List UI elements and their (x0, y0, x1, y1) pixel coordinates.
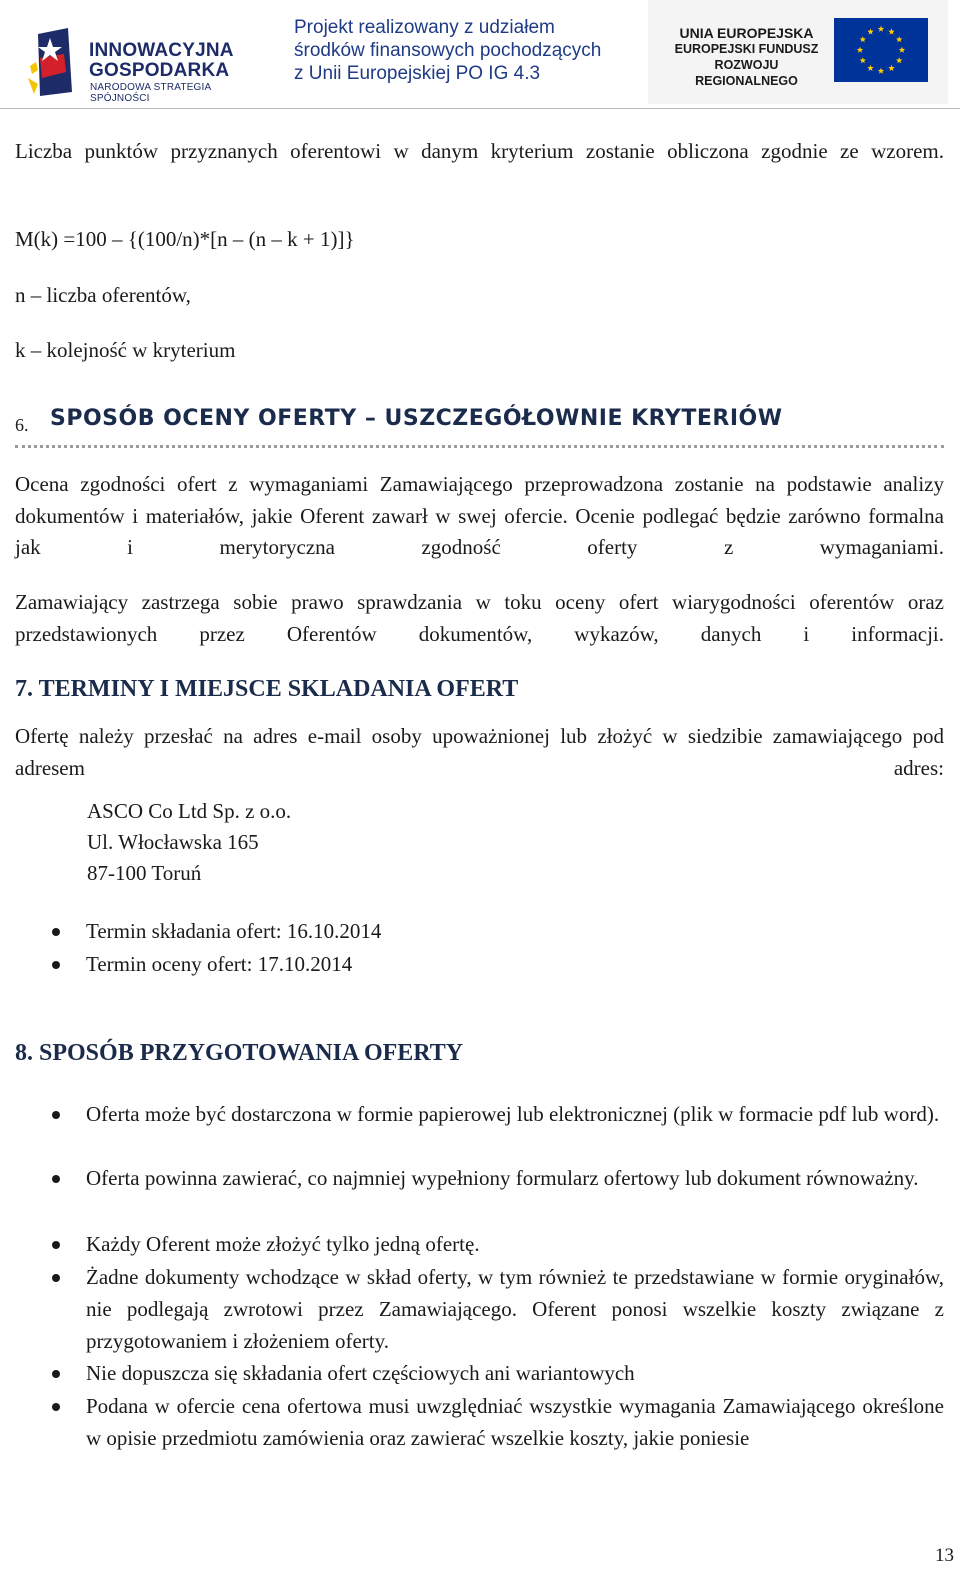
section-6-title: SPOSÓB OCENY OFERTY – USZCZEGÓŁOWNIE KRYTERIÓW (50, 406, 783, 431)
section-6-paragraph-1: Ocena zgodności ofert z wymaganiami Zamawiającego przeprowadzona zostanie na podstawie analizy dokumentów i materiałów, jakie Oferent zawarł w swej ofercie. Ocenie podlegać będzie zarówno formalna jak i merytoryczna zgodność oferty z wymaganiami. (15, 472, 944, 559)
list-item-text: Nie dopuszcza się składania ofert częściowych ani wariantowych (86, 1361, 635, 1385)
innowacyjna-gospodarka-logo (28, 24, 268, 104)
section-6-heading (15, 403, 944, 448)
address-street: Ul. Włocławska 165 (87, 830, 259, 854)
list-item-text: Termin składania ofert: 16.10.2014 (86, 919, 382, 943)
list-item-text: Oferta powinna zawierać, co najmniej wypełniony formularz ofertowy lub dokument równoważny. (86, 1166, 919, 1190)
bullet-icon (52, 1241, 60, 1249)
bullet-icon (52, 1370, 60, 1378)
address-city: 87-100 Toruń (87, 861, 202, 885)
list-item-text: Oferta może być dostarczona w formie papierowej lub elektronicznej (plik w formacie pdf lub word). (86, 1102, 940, 1126)
section-6-number: 6. (15, 415, 29, 435)
bullet-icon (52, 1111, 60, 1119)
section-6-paragraph-2: Zamawiający zastrzega sobie prawo sprawdzania w toku oceny ofert wiarygodności oferentów oraz przedstawionych przez Oferentów dokumentów, wykazów, danych i informacji. (15, 590, 944, 646)
ig-logo-line3: NARODOWA STRATEGIA SPÓJNOŚCI (90, 82, 211, 104)
bullet-icon (52, 1175, 60, 1183)
project-line: Projekt realizowany z udziałem (294, 17, 555, 38)
project-line: z Unii Europejskiej PO IG 4.3 (294, 63, 541, 84)
page-header (0, 0, 960, 109)
ig-logo-line1: INNOWACYJNA (89, 40, 234, 61)
list-item-text: Żadne dokumenty wchodzące w skład oferty, w tym również te przedstawiane w formie oryginałów, nie podlegają zwrotowi przez Zamawiającego. Oferent ponosi wszelkie koszty związane z przygotowaniem i złożeniem oferty. (86, 1265, 944, 1353)
bullet-icon (52, 1274, 60, 1282)
section-8-heading: 8. SPOSÓB PRZYGOTOWANIA OFERTY (15, 1040, 464, 1066)
eu-logo (648, 0, 948, 104)
bullet-icon (52, 961, 60, 969)
intro-paragraph: Liczba punktów przyznanych oferentowi w danym kryterium zostanie obliczona zgodnie ze wzorem. (15, 139, 944, 163)
eu-logo-line2: EUROPEJSKI FUNDUSZ (674, 42, 819, 56)
address-company: ASCO Co Ltd Sp. z o.o. (87, 799, 292, 823)
formula: M(k) =100 – {(100/n)*[n – (n – k + 1)]} (15, 227, 355, 251)
bullet-icon (52, 928, 60, 936)
eu-logo-line3: ROZWOJU REGIONALNEGO (695, 58, 798, 88)
list-item-text: Każdy Oferent może złożyć tylko jedną ofertę. (86, 1232, 480, 1256)
ig-star-flag-icon (28, 28, 78, 96)
list-item-text: Podana w ofercie cena ofertowa musi uwzględniać wszystkie wymagania Zamawiającego określone w opisie przedmiotu zamówienia oraz zawierać wszelkie koszty, jakie poniesie (86, 1394, 944, 1450)
project-line: środków finansowych pochodzących (294, 40, 602, 61)
definition-n: n – liczba oferentów, (15, 283, 191, 307)
eu-logo-text (664, 25, 829, 89)
section-7-paragraph: Ofertę należy przesłać na adres e-mail osoby upoważnionej lub złożyć w siedzibie zamawiającego pod adresem adres: (15, 724, 944, 780)
page-number: 13 (935, 1545, 954, 1566)
bullet-icon (52, 1403, 60, 1411)
definition-k: k – kolejność w kryterium (15, 338, 236, 362)
project-funding-note (294, 16, 634, 85)
list-item-text: Termin oceny ofert: 17.10.2014 (86, 952, 353, 976)
ig-logo-line2: GOSPODARKA (89, 60, 230, 81)
section-7-heading: 7. TERMINY I MIEJSCE SKLADANIA OFERT (15, 676, 519, 702)
eu-flag-icon (834, 18, 928, 82)
eu-logo-line1: UNIA EUROPEJSKA (679, 25, 814, 41)
